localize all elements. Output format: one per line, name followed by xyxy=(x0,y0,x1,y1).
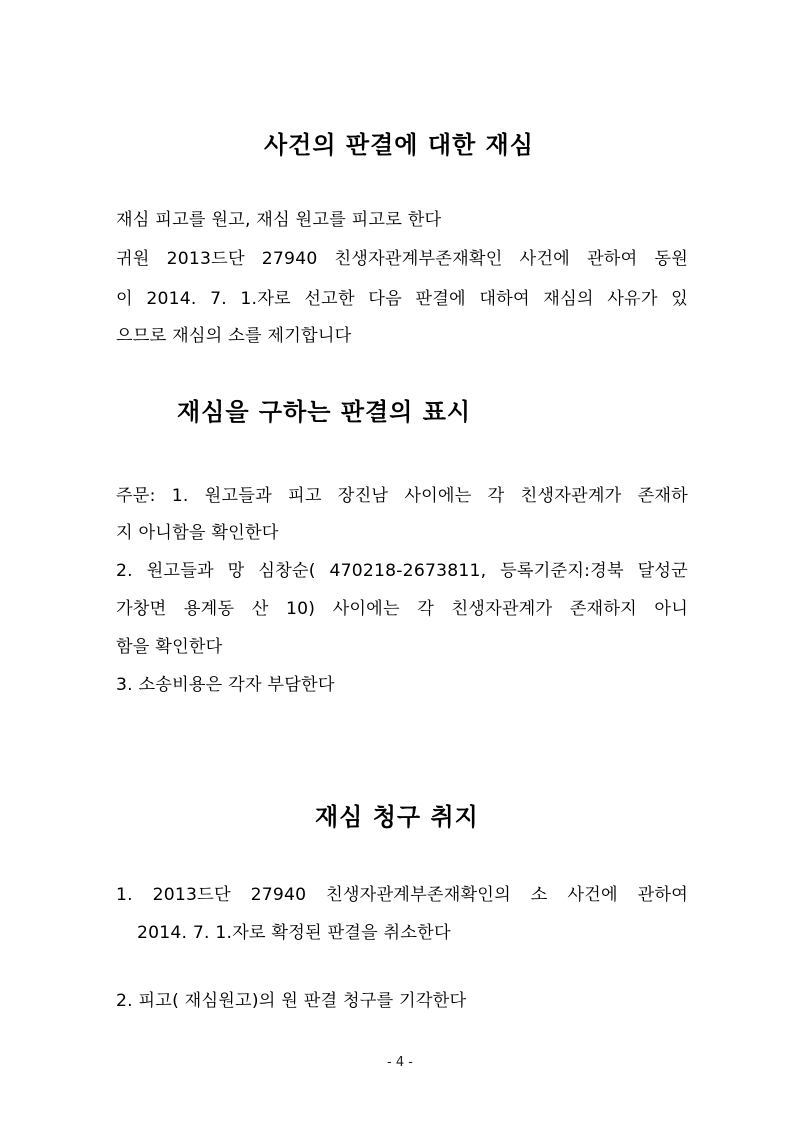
claim-line-1: 1. 2013드단 27940 친생자관계부존재확인의 소 사건에 관하여 xyxy=(116,885,688,905)
intro-line-3: 이 2014. 7. 1.자로 선고한 다음 판결에 대하여 재심의 사유가 있 xyxy=(116,289,688,309)
judgment-display-heading: 재심을 구하는 판결의 표시 xyxy=(177,398,472,426)
judgment-line-3: 2. 원고들과 망 심창순( 470218-2673811, 등록기준지:경북 달성군 xyxy=(116,561,688,581)
intro-line-4: 으므로 재심의 소를 제기합니다 xyxy=(116,326,352,346)
claim-heading: 재심 청구 취지 xyxy=(315,803,479,831)
judgment-line-5: 함을 확인한다 xyxy=(116,637,223,657)
judgment-line-2: 지 아니함을 확인한다 xyxy=(116,523,279,543)
page-number: - 4 - xyxy=(387,1055,413,1070)
judgment-line-4: 가창면 용계동 산 10) 사이에는 각 친생자관계가 존재하지 아니 xyxy=(116,599,688,619)
claim-line-3: 2. 피고( 재심원고)의 원 판결 청구를 기각한다 xyxy=(116,991,467,1011)
intro-line-1: 재심 피고를 원고, 재심 원고를 피고로 한다 xyxy=(116,210,442,230)
claim-line-2: 2014. 7. 1.자로 확정된 판결을 취소한다 xyxy=(137,923,451,943)
judgment-line-6: 3. 소송비용은 각자 부담한다 xyxy=(116,675,335,695)
intro-line-2: 귀원 2013드단 27940 친생자관계부존재확인 사건에 관하여 동원 xyxy=(116,249,688,269)
main-heading: 사건의 판결에 대한 재심 xyxy=(264,131,534,159)
judgment-line-1: 주문: 1. 원고들과 피고 장진남 사이에는 각 친생자관계가 존재하 xyxy=(116,486,688,506)
